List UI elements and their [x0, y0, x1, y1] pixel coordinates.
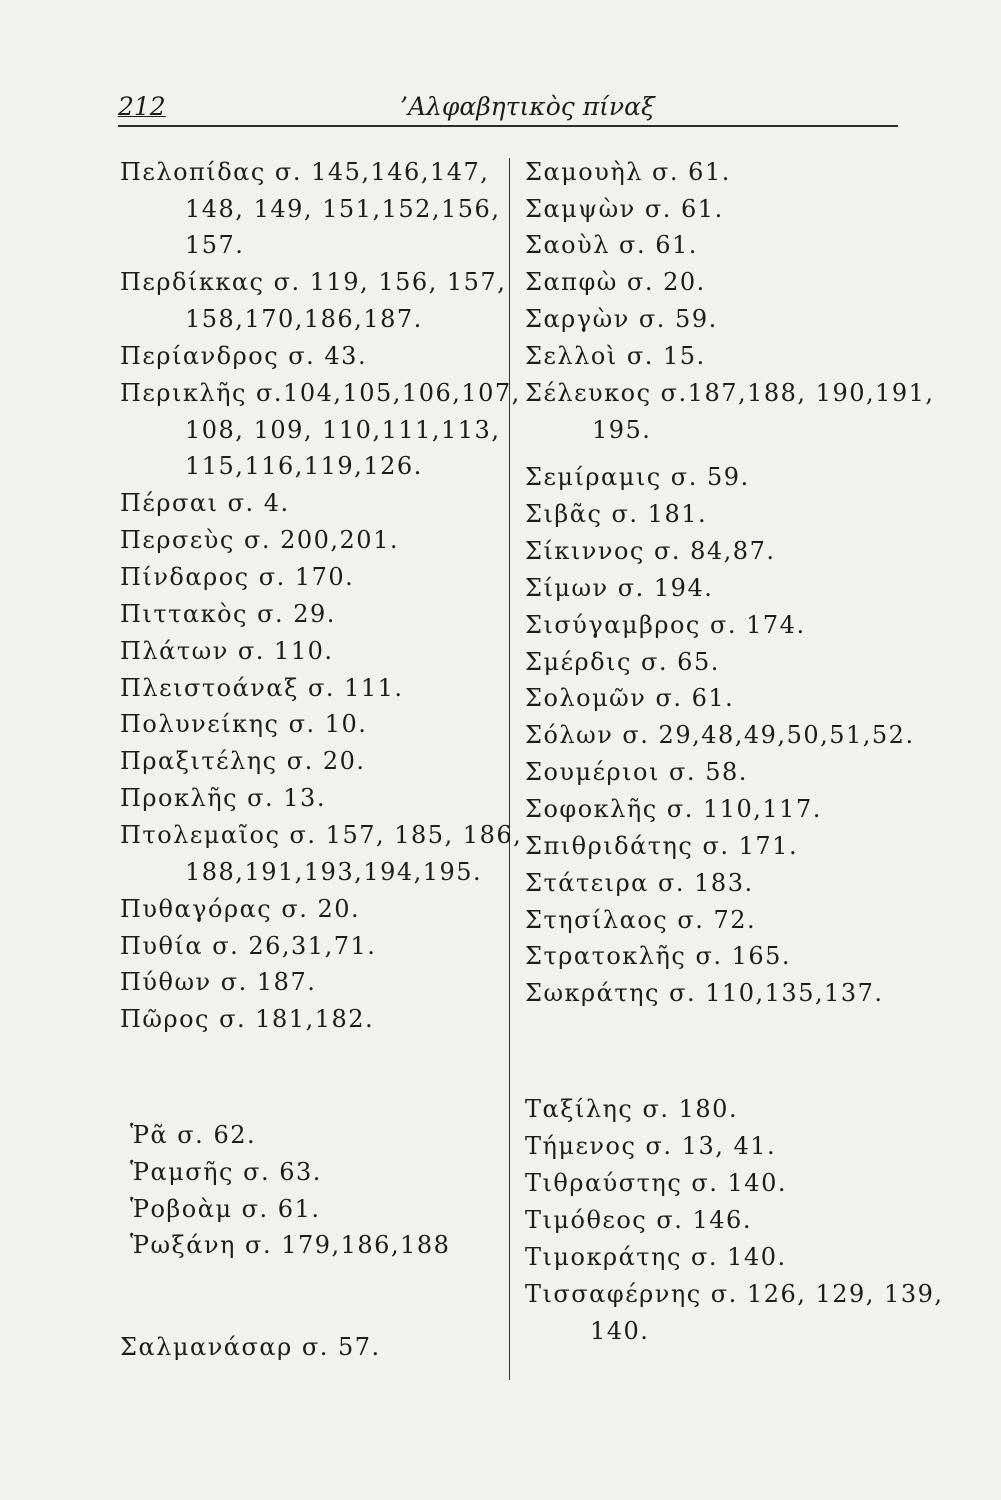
index-entry: Σισύγαμβρος σ. 174. [525, 611, 806, 639]
index-entry: Σαπφὼ σ. 20. [525, 268, 706, 296]
index-entry-continued: 108, 109, 110,111,113, [185, 416, 501, 444]
index-entry: Πραξιτέλης σ. 20. [120, 747, 366, 775]
index-entry: Πῶρος σ. 181,182. [120, 1005, 375, 1033]
index-entry: Τισσαφέρνης σ. 126, 129, 139, [525, 1280, 944, 1308]
index-entry: Σελλοὶ σ. 15. [525, 342, 706, 370]
index-entry: Περδίκκας σ. 119, 156, 157, [120, 268, 507, 296]
index-entry: Πυθαγόρας σ. 20. [120, 895, 361, 923]
index-entry: Σπιθριδάτης σ. 171. [525, 832, 799, 860]
index-entry-continued: 140. [590, 1317, 650, 1345]
index-entry: Προκλῆς σ. 13. [120, 784, 326, 812]
page-header [118, 92, 898, 128]
index-entry: Στησίλαος σ. 72. [525, 906, 757, 934]
index-entry: Ῥαμσῆς σ. 63. [130, 1158, 322, 1186]
index-entry: Σμέρδις σ. 65. [525, 648, 720, 676]
index-entry: Τήμενος σ. 13, 41. [525, 1132, 777, 1160]
page-number: 212 [118, 92, 166, 121]
index-entry: Σέλευκος σ.187,188, 190,191, [525, 379, 935, 407]
index-entry: Πελοπίδας σ. 145,146,147, [120, 158, 490, 186]
index-entry: Τιμοκράτης σ. 140. [525, 1243, 787, 1271]
index-entry: Σαμψὼν σ. 61. [525, 195, 724, 223]
index-entry: Πτολεμαῖος σ. 157, 185, 186, [120, 821, 523, 849]
index-entry: Στάτειρα σ. 183. [525, 869, 754, 897]
column-divider [509, 158, 510, 1380]
index-entry-continued: 115,116,119,126. [185, 452, 423, 480]
index-entry: Ῥωξάνη σ. 179,186,188 [130, 1231, 451, 1259]
index-entry: Τιθραύστης σ. 140. [525, 1169, 787, 1197]
index-entry: Σοφοκλῆς σ. 110,117. [525, 795, 822, 823]
index-entry: Σεμίραμις σ. 59. [525, 463, 750, 491]
index-entry: Πλειστοάναξ σ. 111. [120, 674, 404, 702]
index-entry: Περικλῆς σ.104,105,106,107, [120, 379, 521, 407]
index-entry: Πύθων σ. 187. [120, 968, 317, 996]
index-entry: Σολομῶν σ. 61. [525, 684, 735, 712]
index-entry: Σαλμανάσαρ σ. 57. [120, 1333, 381, 1361]
index-entry: Ταξίλης σ. 180. [525, 1095, 739, 1123]
index-entry: Περσεὺς σ. 200,201. [120, 526, 399, 554]
header-rule [118, 125, 898, 127]
index-entry: Σωκράτης σ. 110,135,137. [525, 979, 884, 1007]
index-entry: Σόλων σ. 29,48,49,50,51,52. [525, 721, 915, 749]
index-entry: Πιττακὸς σ. 29. [120, 600, 336, 628]
index-entry: Πέρσαι σ. 4. [120, 489, 290, 517]
index-entry-continued: 158,170,186,187. [185, 305, 423, 333]
index-entry: Σιβᾶς σ. 181. [525, 500, 708, 528]
index-entry: Πλάτων σ. 110. [120, 637, 334, 665]
index-entry: Ῥοβοὰμ σ. 61. [130, 1195, 321, 1223]
index-entry-continued: 148, 149, 151,152,156, [185, 195, 501, 223]
index-entry-continued: 157. [185, 231, 245, 259]
index-entry: Σαμουὴλ σ. 61. [525, 158, 731, 186]
index-entry-continued: 188,191,193,194,195. [185, 858, 483, 886]
index-entry: Πολυνείκης σ. 10. [120, 710, 368, 738]
index-entry: Σουμέριοι σ. 58. [525, 758, 748, 786]
index-entry: Ῥᾶ σ. 62. [130, 1121, 257, 1149]
running-title: ’Αλφαβητικὸς πίναξ [400, 92, 655, 121]
index-entry: Πυθία σ. 26,31,71. [120, 932, 377, 960]
index-entry-continued: 195. [592, 416, 652, 444]
index-entry: Σαοὺλ σ. 61. [525, 231, 698, 259]
index-entry: Πίνδαρος σ. 170. [120, 563, 355, 591]
index-entry: Σαργὼν σ. 59. [525, 305, 718, 333]
index-entry: Στρατοκλῆς σ. 165. [525, 942, 792, 970]
index-entry: Τιμόθεος σ. 146. [525, 1206, 752, 1234]
index-entry: Περίανδρος σ. 43. [120, 342, 368, 370]
index-entry: Σίμων σ. 194. [525, 574, 714, 602]
index-entry: Σίκιννος σ. 84,87. [525, 537, 776, 565]
